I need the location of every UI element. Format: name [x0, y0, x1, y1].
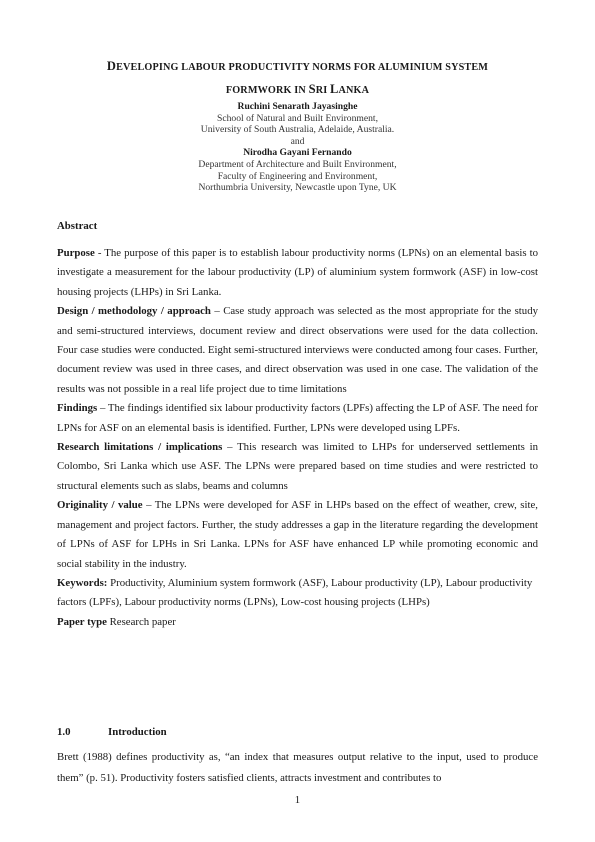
abstract-design: Design / methodology / approach – Case study approach was selected as the most appropriate for the study and semi-structured interviews, document review and direct observations were used for the data collection. Four case studies were conducted. Eight semi-structured interviews were conducted among four cases. Further, document review was used in three cases, and direct observation was used in one case. The validation of the results was not possible in a real life project due to time limitations: [57, 305, 538, 395]
abstract-originality: Originality / value – The LPNs were developed for ASF in LHPs based on the effect of weather, crew, site, management and project factors. Further, the study addresses a gap in the literature regarding the development of LPNs of ASF for LPHs in Sri Lanka. LPNs for ASF have enhanced LP while promoting economic and social stability in the industry.: [57, 499, 538, 570]
page-number: 1: [294, 794, 301, 806]
abstract-limitations: Research limitations / implications – This research was limited to LHPs for underserved settlements in Colombo, Sri Lanka which use ASF. The LPNs were prepared based on time studies and were restricted to structural elements such as slabs, beams and columns: [57, 441, 538, 492]
section-number: 1.0: [57, 726, 71, 738]
section-title: Introduction: [108, 726, 167, 738]
introduction-body: [57, 747, 538, 789]
abstract-body: [57, 244, 538, 632]
abstract-paper-type: Paper type Research paper: [57, 615, 176, 628]
author-affiliation: Department of Architecture and Built Environment,: [198, 158, 397, 170]
paper-title-line-2: FORMWORK IN SRI LANKA: [225, 82, 370, 96]
paper-title-line-1: DEVELOPING LABOUR PRODUCTIVITY NORMS FOR ALUMINIUM SYSTEM: [106, 59, 489, 73]
introduction-paragraph: Brett (1988) defines productivity as, “an index that measures output relative to the input, used to produce them” (p. 51). Productivity fosters satisfied clients, attracts investment and contributes to: [57, 751, 538, 784]
author-block: [60, 101, 535, 194]
author-affiliation: Faculty of Engineering and Environment,: [217, 170, 378, 182]
author-affiliation: University of South Australia, Adelaide, Australia.: [200, 124, 395, 136]
abstract-heading: Abstract: [57, 220, 98, 232]
author-conjunction: and: [290, 135, 305, 147]
author-affiliation: Northumbria University, Newcastle upon Tyne, UK: [198, 182, 397, 194]
abstract-purpose: Purpose - The purpose of this paper is to establish labour productivity norms (LPNs) on an elemental basis to investigate a measurement for the labour productivity (LP) of aluminium system formwork (ASF) in low-cost housing projects (LHPs) in Sri Lanka.: [57, 247, 538, 298]
introduction-heading: [57, 726, 167, 738]
abstract-findings: Findings – The findings identified six labour productivity factors (LPFs) affecting the LP of ASF. The need for LPNs for ASF on an elemental basis is identified. Further, LPNs were developed using LPFs.: [57, 402, 538, 434]
author-name: Nirodha Gayani Fernando: [243, 147, 352, 159]
author-name: Ruchini Senarath Jayasinghe: [237, 101, 358, 112]
abstract-keywords: Keywords: Productivity, Aluminium system formwork (ASF), Labour productivity (LP), Labour productivity factors (LPFs), Labour productivity norms (LPNs), Low-cost housing projects (LHPs): [57, 576, 533, 609]
author-affiliation: School of Natural and Built Environment,: [217, 112, 378, 124]
